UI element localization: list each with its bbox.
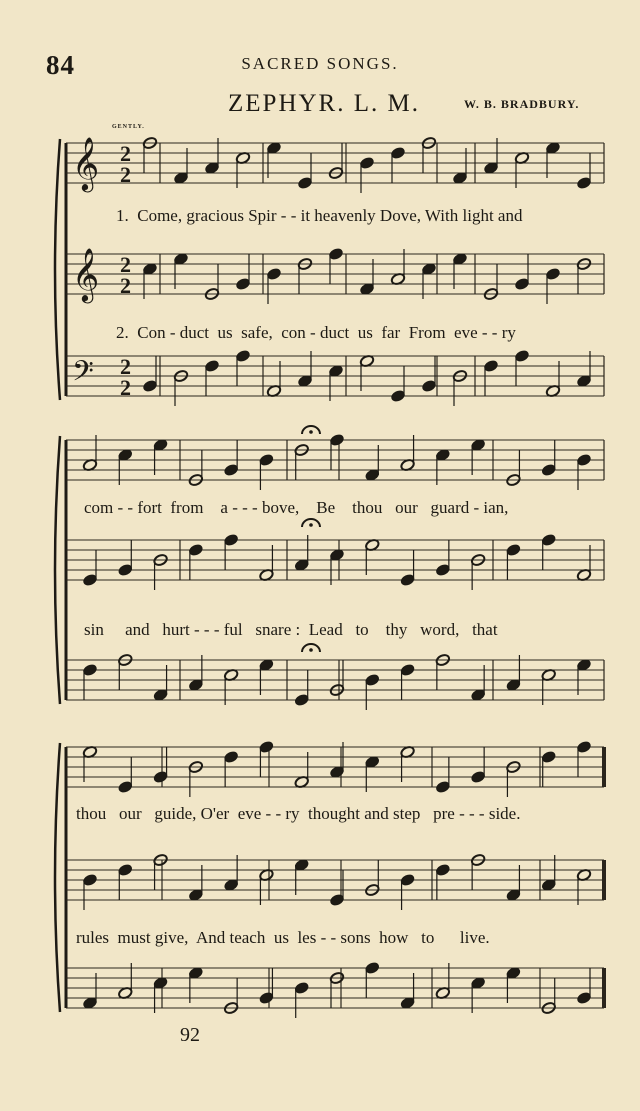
tempo-marking: GENTLY.: [112, 124, 145, 130]
note-heads: [82, 136, 592, 1018]
lyric-line-verse-2: sin and hurt - - - ful snare : Lead to thy word, that: [84, 620, 498, 639]
treble-clef-icon: 𝄞: [72, 247, 100, 301]
system-brace: [55, 436, 60, 704]
time-signature-denominator: 2: [120, 162, 131, 187]
hymn-title: ZEPHYR. L. M.: [228, 90, 420, 117]
fermata-dot: [309, 523, 313, 527]
time-signature-denominator: 2: [120, 375, 131, 400]
bass-clef-icon: 𝄢: [72, 355, 94, 395]
composer-credit: W. B. BRADBURY.: [464, 97, 580, 111]
page-number: 84: [46, 50, 75, 80]
lyric-line-verse-1: com - - fort from a - - - bove, Be thou our guard - ian,: [84, 498, 509, 517]
lyric-line-verse-1: thou our guide, O'er eve - - ry thought and step pre - - - side.: [76, 804, 521, 823]
running-title: SACRED SONGS.: [241, 54, 399, 73]
time-signature-numerator: 2: [120, 141, 131, 166]
fermata-dot: [309, 430, 313, 434]
fermata-dot: [309, 648, 313, 652]
time-signature-numerator: 2: [120, 252, 131, 277]
time-signature-denominator: 2: [120, 273, 131, 298]
printer-signature: 92: [180, 1024, 200, 1046]
lyric-line-verse-2: 2. Con - duct us safe, con - duct us far From eve - - ry: [116, 323, 516, 342]
treble-clef-icon: 𝄞: [72, 136, 100, 190]
lyric-line-verse-1: 1. Come, gracious Spir - - it heavenly Dove, With light and: [116, 206, 523, 225]
clefs: [72, 136, 131, 400]
system-brace: [55, 139, 60, 400]
system-brace: [55, 743, 60, 1012]
lyric-line-verse-2: rules must give, And teach us les - - sons how to live.: [76, 928, 490, 947]
time-signature-numerator: 2: [120, 354, 131, 379]
